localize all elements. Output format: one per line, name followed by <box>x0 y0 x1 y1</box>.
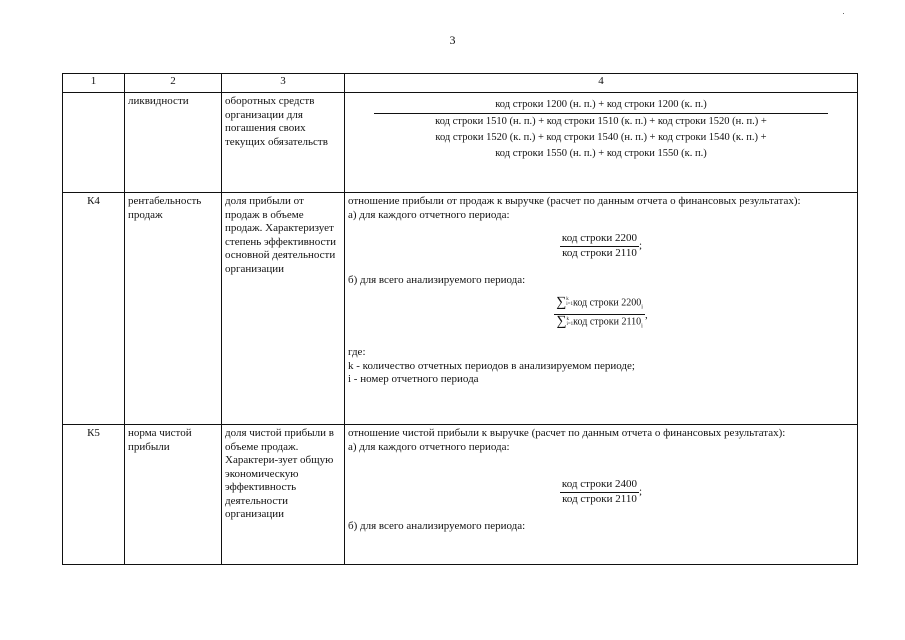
header-row <box>63 74 858 93</box>
k5-item-b: б) для всего анализируемого периода: <box>348 520 526 532</box>
k3-name-cell: ликвидности <box>125 93 222 193</box>
k4-intro: отношение прибыли от продаж к выручке (расчет по данным отчета о финансовых результатах): <box>348 195 801 207</box>
header-col-3: 3 <box>222 74 345 93</box>
k3-denominator-line-2: код строки 1520 (к. п.) + код строки 1540 (н. п.) + код строки 1540 (к. п.) + <box>435 131 767 143</box>
k4-description-cell: доля прибыли от продаж в объеме продаж. Характеризует степень эффективности основной деятельности организации <box>222 193 345 425</box>
k5-description-cell: доля чистой прибыли в объеме продаж. Характери-зует общую экономическую эффективность деятельности организации <box>222 425 345 565</box>
k4-formula-a <box>348 232 854 260</box>
k5-fraction-a-suffix: ; <box>639 485 643 498</box>
k3-denominator-line-1: код строки 1510 (н. п.) + код строки 1510 (к. п.) + код строки 1520 (н. п.) + <box>435 115 767 127</box>
sum-lower-limit: i=1 <box>566 322 574 328</box>
header-col-4: 4 <box>345 74 858 93</box>
k5-formula-a <box>348 478 854 506</box>
k4-formula-cell <box>345 193 858 425</box>
k4-fraction-b-numerator-text: код строки 2200 <box>572 296 642 308</box>
k4-item-a: а) для каждого отчетного периода: <box>348 208 510 221</box>
k4-where-k: k - количество отчетных периодов в анализируемом периоде; <box>348 359 635 372</box>
k4-fraction-b <box>554 296 645 335</box>
table-row-k5 <box>63 425 858 565</box>
k4-fraction-a-suffix: ; <box>639 239 643 252</box>
k3-description-cell: оборотных средств организации для погашения своих текущих обязательств <box>222 93 345 193</box>
k4-numerator-index: i <box>641 303 643 310</box>
k4-fraction-b-denominator-text: код строки 2110 <box>573 316 642 328</box>
page-number: 3 <box>449 33 456 47</box>
k4-item-b: б) для всего анализируемого периода: <box>348 274 526 286</box>
k4-fraction-a <box>560 232 639 260</box>
k5-fraction-a <box>560 478 639 506</box>
sum-limits <box>566 297 573 307</box>
k5-code-cell: К5 <box>63 425 125 565</box>
k4-code-cell: К4 <box>63 193 125 425</box>
k3-formula <box>348 98 854 162</box>
k3-numerator: код строки 1200 (н. п.) + код строки 1200 (к. п.) <box>374 98 828 114</box>
sum-upper-limit: k <box>566 317 569 323</box>
k3-code-cell <box>63 93 125 193</box>
sum-lower-limit: i=1 <box>566 302 573 308</box>
k3-denominator-line-3: код строки 1550 (н. п.) + код строки 1550 (к. п.) <box>495 147 707 159</box>
k4-fraction-b-numerator <box>554 296 645 316</box>
k5-formula-cell <box>345 425 858 565</box>
k5-fraction-a-denominator: код строки 2110 <box>562 492 637 505</box>
header-col-2: 2 <box>125 74 222 93</box>
table-row-k3 <box>63 93 858 193</box>
k5-fraction-a-numerator: код строки 2400 <box>560 478 639 493</box>
k5-item-a: а) для каждого отчетного периода: <box>348 440 510 453</box>
k4-fraction-b-denominator <box>554 315 645 334</box>
k5-intro: отношение чистой прибыли к выручке (расчет по данным отчета о финансовых результатах): <box>348 427 786 439</box>
k4-fraction-a-denominator: код строки 2110 <box>562 246 637 259</box>
table-row-k4 <box>63 193 858 425</box>
k4-name-cell: рентабельность продаж <box>125 193 222 425</box>
k4-fraction-a-numerator: код строки 2200 <box>560 232 639 247</box>
sum-upper-limit: k <box>566 297 569 303</box>
k4-fraction-b-suffix: , <box>644 308 648 321</box>
sum-symbol: ∑ <box>556 294 567 310</box>
k4-formula-b <box>348 296 854 335</box>
k4-denominator-index: i <box>641 323 643 330</box>
k5-name-cell: норма чистой прибыли <box>125 425 222 565</box>
stray-dot <box>843 13 844 14</box>
header-col-1: 1 <box>63 74 125 93</box>
k3-formula-cell <box>345 93 858 193</box>
indicator-table <box>62 73 858 565</box>
k4-where: где: <box>348 346 366 359</box>
k4-where-i: i - номер отчетного периода <box>348 373 479 386</box>
sum-symbol: ∑ <box>556 314 567 330</box>
